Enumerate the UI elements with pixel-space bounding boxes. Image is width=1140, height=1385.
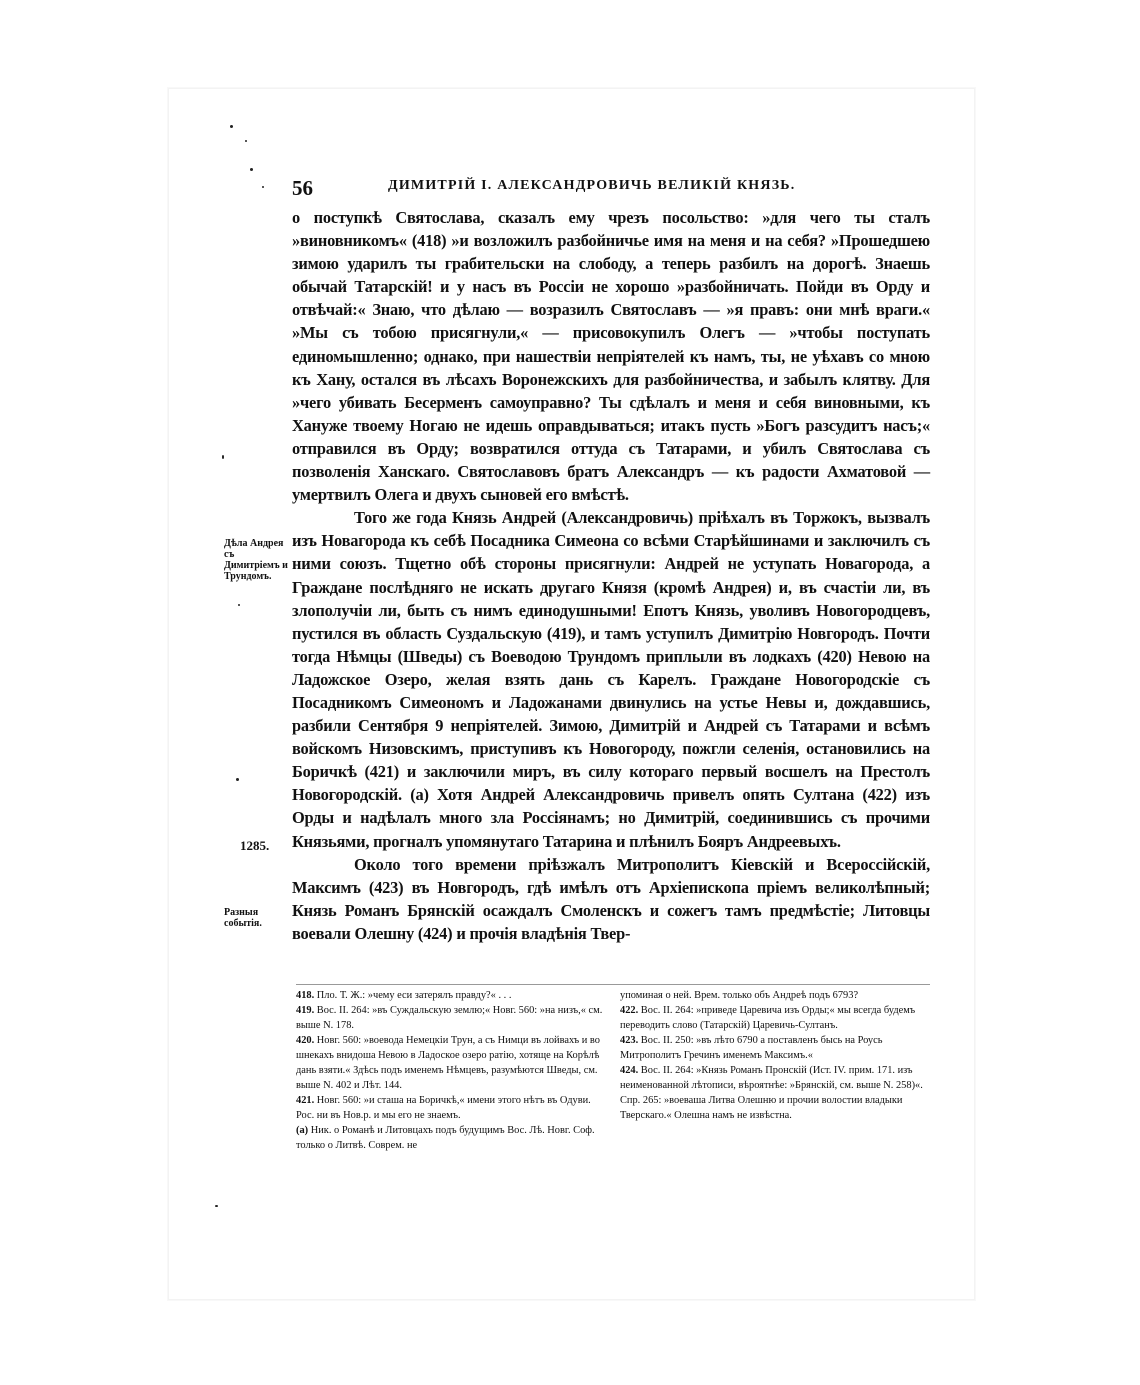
scan-speck: [245, 140, 247, 142]
paragraph: Около того времени пріѣзжалъ Митрополитъ Кіевскій и Всероссійскій, Максимъ (423) въ Новгородъ, гдѣ имѣлъ отъ Архіепископа пріемъ великолѣпный; Князь Романъ Брянскій осаждалъ Смоленскъ и сожегъ тамъ предмѣстіе; Литовцы воевали Олешну (424) и прочія владѣнія Твер-: [292, 854, 930, 943]
scan-speck: [215, 1205, 218, 1207]
scan-speck: [236, 778, 239, 781]
footnote: 418. Пло. Т. Ж.: »чему еси затерялъ правду?« . . .: [296, 990, 512, 1001]
footnote: 424. Вос. II. 264: »Князь Романъ Пронскій (Ист. IV. прим. 171. изъ неименованной лѣтописи, вѣроятнѣе: »Брянскій, см. выше N. 258)«. Спр. 265: »воеваша Литва Олешню и прочии волостии владыки Тверскаго.« Олешна намъ не извѣстна.: [620, 1065, 923, 1121]
footnote: 420. Новг. 560: »воевода Немецкіи Трун, а съ Нимци въ лойвахъ и во шнекахъ внидоша Невою в Ладоское озеро ратію, хотяще на Корѣлѣ дань взяти.« Здѣсь подъ именемъ Нѣмцевъ, разумѣются Шведы, см. выше N. 402 и Лѣт. 144.: [296, 1035, 600, 1091]
scan-speck: [222, 455, 224, 459]
footnote: упоминая о ней. Врем. только объ Андреѣ подъ 6793?: [620, 990, 859, 1001]
footnote: 422. Вос. II. 264: »приведе Царевича изъ Орды;« мы всегда будемъ переводить слово (Татарскій) Царевичь-Султанъ.: [620, 1005, 916, 1031]
footnotes-right-column: [620, 988, 930, 1153]
scan-speck: [262, 186, 264, 188]
scan-speck: [238, 604, 240, 606]
footnote: 419. Вос. II. 264: »въ Суждальскую землю;« Новг. 560: »на низъ,« см. выше N. 178.: [296, 1005, 603, 1031]
footnote: (а) Ник. о Романѣ и Литовцахъ подъ будущимъ Вос. Лѣ. Новг. Соф. только о Литвѣ. Соврем. не: [296, 1125, 595, 1151]
main-text: [292, 206, 930, 945]
footnote-rule: [296, 984, 930, 985]
margin-note-andrey: Дѣла Андрея съ Димитріемъ и Трундомъ.: [224, 538, 288, 582]
paragraph: о поступкѣ Святослава, сказалъ ему чрезъ посольство: »для чего ты сталъ »виновникомъ« (418) »и возложилъ разбойничье имя на меня и на себя? »Прошедшею зимою ударилъ ты грабительски на слободу, а теперь разбилъ на дорогѣ. Знаешь обычай Татарскій! и у насъ въ Россіи не хорошо »разбойничать. Пойди въ Орду и отвѣчай:« Знаю, что дѣлаю — возразилъ Святославъ — »я правъ: они мнѣ враги.« »Мы съ тобою присягнули,« — присовокупилъ Олегъ — »чтобы поступать единомышленно; однако, при нашествіи непріятелей къ намъ, ты, не уѣхавъ со мною къ Хану, остался въ лѣсахъ Воронежскихъ для разбойничества, и забылъ клятву. Для »чего убивать Бесерменъ самоуправно? Ты сдѣлалъ и меня и себя виновными, къ Хануже твоему Ногаю не идешь оправдываться; итакъ пусть »Богъ разсудитъ насъ;« отправился въ Орду; возвратился оттуда съ Татарами, и убилъ Святослава съ позволенія Ханскаго. Святославовъ братъ Александръ — къ радости Ахматовой — умертвилъ Олега и двухъ сыновей его вмѣстѣ.: [292, 208, 930, 505]
running-title: ДИМИТРІЙ I. АЛЕКСАНДРОВИЧЬ ВЕЛИКІЙ КНЯЗЬ.: [388, 178, 796, 193]
page-number: 56: [292, 176, 313, 200]
footnote: 421. Новг. 560: »и сташа на Боричкѣ,« имени этого нѣтъ въ Одуви. Рос. ни въ Нов.р. и мы его не знаемъ.: [296, 1095, 591, 1121]
footnotes: [296, 988, 930, 1153]
scan-speck: [250, 168, 253, 171]
footnotes-left-column: [296, 988, 606, 1153]
margin-note-events: Разныя событія.: [224, 907, 262, 929]
paragraph: Того же года Князь Андрей (Александровичь) пріѣхалъ въ Торжокъ, вызвалъ изъ Новагорода къ себѣ Посадника Симеона со всѣми Старѣйшинами и заключилъ съ ними союзъ. Тщетно обѣ стороны присягнули: Андрей не уступать Новагорода, а Граждане послѣдняго не искать другаго Князя (кромѣ Андрея) и, въ счастіи ли, въ злополучіи ли, быть съ нимъ единодушными! Епотъ Князь, уволивъ Новогородцевъ, пустился въ область Суздальскую (419), и тамъ уступилъ Димитрію Новгородъ. Почти тогда Нѣмцы (Шведы) съ Воеводою Трундомъ приплыли въ лодкахъ (420) Невою на Ладожское Озеро, желая взять дань съ Карелъ. Граждане Новогородскіе съ Посадникомъ Симеономъ и Ладожанами двинулись на устье Невы и, дождавшись, разбили Сентября 9 непріятелей. Зимою, Димитрій и Андрей съ Татарами и всѣмъ войскомъ Низовскимъ, приступивъ къ Новогороду, пожгли селенія, остановились на Боричкѣ (421) и заключили миръ, въ силу котораго первый восшелъ на Престолъ Новогородскій. (а) Хотя Андрей Александровичь привелъ опять Султана (422) изъ Орды и надѣлалъ много зла Россіянамъ; но Димитрій, соединившись съ прочими Князьями, прогналъ упомянутаго Татарина и плѣнилъ Бояръ Андреевыхъ.: [292, 508, 930, 851]
footnote: 423. Вос. II. 250: »въ лѣто 6790 а поставленъ бысь на Роусь Митрополитъ Гречинъ именемъ Максимъ.«: [620, 1035, 883, 1061]
margin-year: 1285.: [240, 838, 270, 853]
scan-speck: [230, 125, 233, 128]
